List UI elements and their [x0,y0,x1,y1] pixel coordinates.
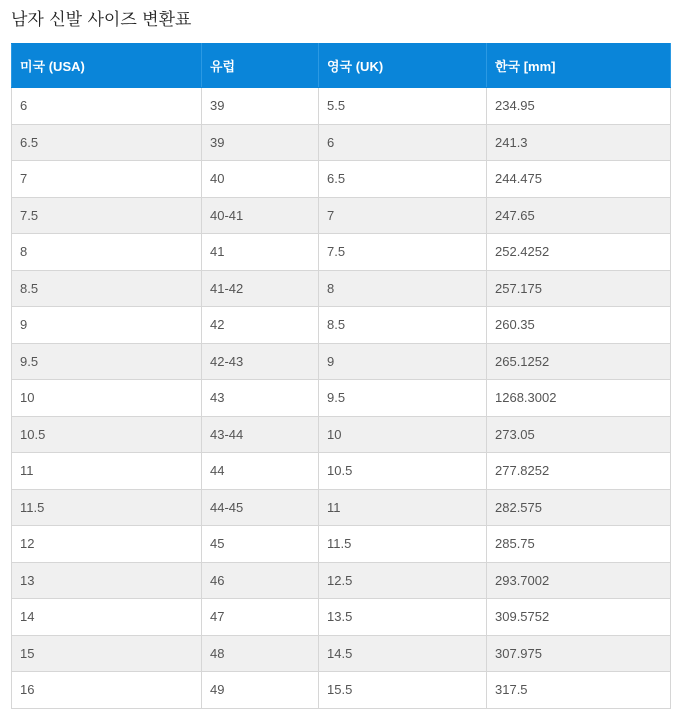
cell-usa: 11 [12,453,202,490]
cell-eu: 49 [202,672,319,709]
table-row [12,672,671,709]
cell-eu: 39 [202,88,319,125]
cell-korea-mm: 252.4252 [487,234,671,271]
cell-eu: 44 [202,453,319,490]
cell-korea-mm: 277.8252 [487,453,671,490]
table-row [12,234,671,271]
cell-usa: 13 [12,562,202,599]
cell-usa: 6.5 [12,124,202,161]
table-row [12,526,671,563]
cell-uk: 6.5 [319,161,487,198]
cell-usa: 11.5 [12,489,202,526]
cell-usa: 9.5 [12,343,202,380]
table-row [12,380,671,417]
table-row [12,270,671,307]
header-eu: 유럽 [202,44,319,88]
cell-usa: 15 [12,635,202,672]
cell-uk: 11.5 [319,526,487,563]
cell-eu: 44-45 [202,489,319,526]
cell-usa: 7 [12,161,202,198]
table-row [12,489,671,526]
cell-korea-mm: 307.975 [487,635,671,672]
cell-eu: 47 [202,599,319,636]
table-row [12,307,671,344]
cell-korea-mm: 241.3 [487,124,671,161]
cell-uk: 11 [319,489,487,526]
cell-eu: 41 [202,234,319,271]
cell-uk: 12.5 [319,562,487,599]
cell-korea-mm: 247.65 [487,197,671,234]
header-korea-mm: 한국 [mm] [487,44,671,88]
table-body [12,88,671,709]
cell-korea-mm: 1268.3002 [487,380,671,417]
cell-eu: 45 [202,526,319,563]
cell-uk: 6 [319,124,487,161]
table-row [12,635,671,672]
cell-korea-mm: 273.05 [487,416,671,453]
cell-korea-mm: 282.575 [487,489,671,526]
cell-eu: 43 [202,380,319,417]
shoe-size-table [11,43,671,709]
header-row [12,44,671,88]
cell-uk: 7 [319,197,487,234]
cell-uk: 7.5 [319,234,487,271]
table-row [12,343,671,380]
cell-usa: 10.5 [12,416,202,453]
cell-uk: 8 [319,270,487,307]
cell-usa: 7.5 [12,197,202,234]
cell-eu: 48 [202,635,319,672]
cell-eu: 40 [202,161,319,198]
cell-eu: 43-44 [202,416,319,453]
cell-usa: 9 [12,307,202,344]
cell-usa: 14 [12,599,202,636]
cell-korea-mm: 234.95 [487,88,671,125]
cell-usa: 12 [12,526,202,563]
cell-uk: 9.5 [319,380,487,417]
table-row [12,197,671,234]
cell-korea-mm: 260.35 [487,307,671,344]
cell-uk: 9 [319,343,487,380]
table-row [12,88,671,125]
header-uk: 영국 (UK) [319,44,487,88]
page-title: 남자 신발 사이즈 변환표 [11,10,192,30]
cell-uk: 10.5 [319,453,487,490]
cell-usa: 16 [12,672,202,709]
cell-usa: 8.5 [12,270,202,307]
table-row [12,124,671,161]
cell-eu: 46 [202,562,319,599]
cell-korea-mm: 309.5752 [487,599,671,636]
cell-uk: 5.5 [319,88,487,125]
cell-korea-mm: 244.475 [487,161,671,198]
cell-eu: 40-41 [202,197,319,234]
cell-eu: 39 [202,124,319,161]
table-row [12,416,671,453]
header-usa: 미국 (USA) [12,44,202,88]
cell-eu: 41-42 [202,270,319,307]
cell-uk: 15.5 [319,672,487,709]
cell-korea-mm: 317.5 [487,672,671,709]
table-row [12,562,671,599]
cell-uk: 10 [319,416,487,453]
cell-eu: 42 [202,307,319,344]
cell-usa: 6 [12,88,202,125]
cell-eu: 42-43 [202,343,319,380]
cell-uk: 14.5 [319,635,487,672]
cell-uk: 13.5 [319,599,487,636]
cell-uk: 8.5 [319,307,487,344]
table-row [12,453,671,490]
cell-korea-mm: 257.175 [487,270,671,307]
table-row [12,599,671,636]
cell-korea-mm: 285.75 [487,526,671,563]
table-header [12,44,671,88]
cell-usa: 8 [12,234,202,271]
cell-korea-mm: 293.7002 [487,562,671,599]
table-row [12,161,671,198]
cell-korea-mm: 265.1252 [487,343,671,380]
cell-usa: 10 [12,380,202,417]
